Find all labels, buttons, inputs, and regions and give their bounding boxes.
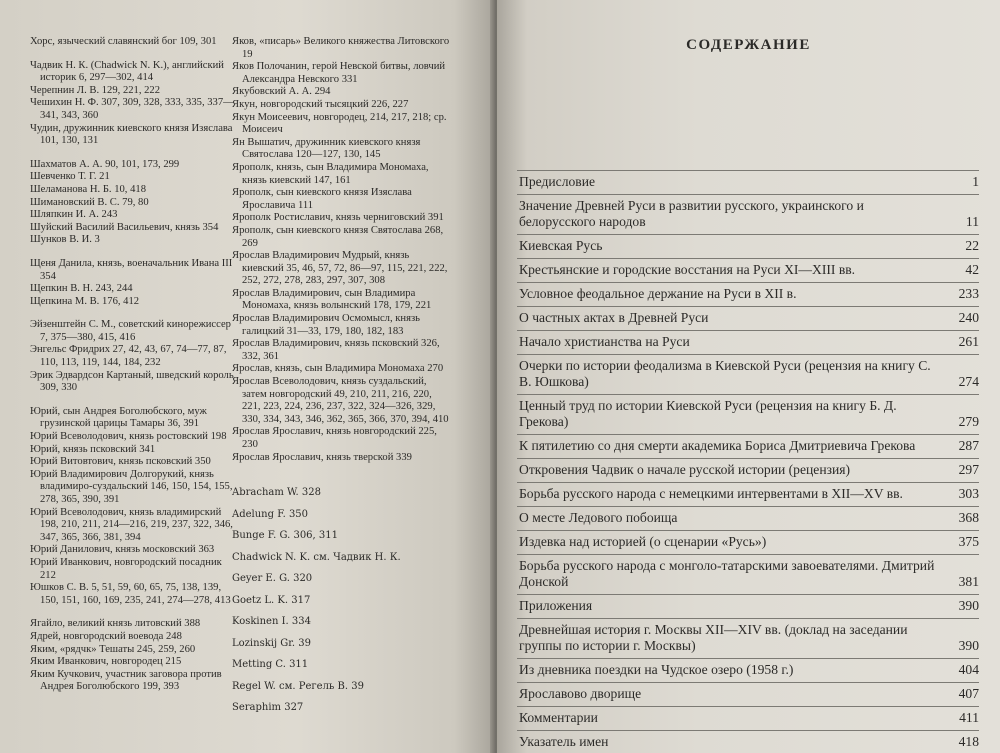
index-entry-latin: Seraphim 327: [232, 702, 304, 714]
index-page: [0, 0, 494, 753]
index-entry: Ярополк, сын киевского князя Изяслава Ярославича 111: [232, 187, 412, 211]
index-entry: Черепнин Л. В. 129, 221, 222: [30, 84, 161, 96]
toc-entry-title: Условное феодальное держание на Руси в XII в.: [519, 286, 797, 301]
index-entry: Ярослав Владимирович Мудрый, князь киевский 35, 46, 57, 72, 86—97, 115, 221, 222, 252, 272, 278, 283, 297, 307, 308: [232, 250, 448, 287]
toc-entry: [517, 306, 979, 330]
toc-entry-title: Приложения: [519, 598, 593, 613]
letter-group-gap: [30, 148, 235, 159]
index-entry: Ягайло, великий князь литовский 388: [30, 618, 201, 630]
toc-entry-title: Борьба русского народа с монголо-татарскими завоевателями. Дмитрий Донской: [519, 558, 935, 589]
contents-page: [497, 0, 1000, 753]
index-entry: Ядрей, новгородский воевода 248: [30, 630, 182, 642]
toc-entry: [517, 234, 979, 258]
index-entry-latin: Chadwick N. K. см. Чадвик Н. К.: [232, 551, 401, 563]
index-entry-latin: Lozinskij Gr. 39: [232, 637, 311, 649]
toc-entry: [517, 730, 979, 753]
toc-entry-page: 240: [958, 310, 979, 325]
index-entry: Ярослав Ярославич, князь новгородский 225, 230: [232, 426, 437, 450]
index-entry: Щеня Данила, князь, военачальник Ивана III 354: [30, 257, 233, 282]
index-entry-latin: Goetz L. K. 317: [232, 594, 311, 606]
toc-entry-title: Значение Древней Руси в развитии русского, украинского и белорусского народов: [519, 198, 864, 229]
index-entry: Юшков С. В. 5, 51, 59, 60, 65, 75, 138, 139, 150, 151, 160, 169, 235, 241, 274—278, 413: [30, 582, 231, 606]
index-entry: Щепкина М. В. 176, 412: [30, 295, 140, 307]
toc-entry-page: 303: [958, 486, 979, 501]
index-entry-latin: Abracham W. 328: [232, 487, 322, 499]
index-entry: Ярослав, князь, сын Владимира Мономаха 270: [232, 363, 444, 375]
toc-entry-page: 390: [958, 598, 979, 613]
toc-entry: [517, 506, 979, 530]
toc-entry: [517, 258, 979, 282]
index-entry: Яким Кучкович, участник заговора против Андрея Боголюбского 199, 393: [30, 668, 222, 693]
toc-entry: [517, 618, 979, 658]
index-entry: Якубовский А. А. 294: [232, 86, 331, 98]
toc-entry-page: 11: [965, 214, 979, 229]
index-entry: Ярополк, сын киевского князя Святослава 268, 269: [232, 224, 444, 249]
index-entry: Юрий, сын Андрея Боголюбского, муж грузинской царицы Тамары 36, 391: [30, 405, 207, 430]
toc-entry: [517, 330, 979, 354]
latin-section-gap: [232, 464, 452, 482]
index-entry: Щепкин В. Н. 243, 244: [30, 283, 133, 295]
index-entry: Эрик Эдвардсон Картаный, шведский король 309, 330: [30, 369, 234, 394]
index-entry: Яков Полочанин, герой Невской битвы, ловчий Александра Невского 331: [232, 61, 446, 85]
toc-entry-title: Киевская Русь: [519, 238, 603, 253]
index-entry: Юрий Владимирович Долгорукий, князь владимиро-суздальский 146, 150, 154, 155, 278, 365, 390, 391: [30, 468, 233, 505]
toc-entry-page: 287: [958, 438, 979, 453]
toc-entry-title: Древнейшая история г. Москвы XII—XIV вв. (доклад на заседании группы по истории г. Москвы): [519, 622, 908, 653]
index-entry: Хорс, языческий славянский бог 109, 301: [30, 36, 217, 47]
index-entry: Эйзенштейн С. М., советский кинорежиссер 7, 375—380, 415, 416: [30, 319, 231, 343]
letter-group-gap: [30, 247, 235, 258]
toc-entry-title: Комментарии: [519, 710, 598, 725]
index-entry: Ярослав Всеволодович, князь суздальский, затем новгородский 49, 210, 211, 216, 220, 221, 223, 224, 236, 237, 322, 324—326, 329, 330, 334, 343, 346, 362, 365, 366, 370, 394, 410: [232, 376, 449, 425]
index-column-left: [30, 0, 235, 694]
toc-entry: [517, 394, 979, 434]
toc-entry-title: Издевка над историей (о сценарии «Русь»): [519, 534, 767, 549]
index-entry: Энгельс Фридрих 27, 42, 43, 67, 74—77, 87, 110, 113, 119, 144, 184, 232: [30, 344, 227, 369]
index-entry: Шимановский В. С. 79, 80: [30, 196, 149, 208]
index-entry: Шахматов А. А. 90, 101, 173, 299: [30, 158, 180, 170]
letter-group-gap: [30, 395, 235, 406]
toc-entry-title: Из дневника поездки на Чудское озеро (1958 г.): [519, 662, 794, 677]
index-entry: Шеламанова Н. Б. 10, 418: [30, 183, 146, 195]
letter-group-gap: [30, 607, 235, 618]
index-entry: Ярослав Владимирович, князь псковский 326, 332, 361: [232, 338, 440, 362]
index-entry: Чудин, дружинник киевского князя Изяслава 101, 130, 131: [30, 122, 233, 147]
toc-entry: [517, 530, 979, 554]
toc-entry-page: 381: [958, 574, 979, 589]
toc-entry-page: 279: [958, 414, 979, 429]
toc-entry-title: Очерки по истории феодализма в Киевской Руси (рецензия на книгу С. В. Юшкова): [519, 358, 931, 389]
toc-entry-title: Начало христианства на Руси: [519, 334, 690, 349]
index-entry: Якун, новгородский тысяцкий 226, 227: [232, 98, 409, 110]
toc-entry-page: 22: [965, 238, 979, 253]
index-entry: Ярополк Ростиславич, князь черниговский 391: [232, 212, 444, 224]
toc-entry-page: 368: [958, 510, 979, 525]
toc-entry-title: Ярославово дворище: [519, 686, 642, 701]
index-entry: Юрий Данилович, князь московский 363: [30, 544, 215, 556]
toc-entry: [517, 682, 979, 706]
toc-entry-title: О частных актах в Древней Руси: [519, 310, 709, 325]
toc-entry-title: Указатель имен: [519, 734, 609, 749]
toc-entry-page: 233: [958, 286, 979, 301]
toc-entry: [517, 594, 979, 618]
index-entry: Юрий Всеволодович, князь владимирский 198, 210, 211, 214—216, 219, 237, 322, 346, 347, 365, 366, 381, 394: [30, 506, 233, 543]
index-entry: Шунков В. И. 3: [30, 234, 100, 246]
letter-group-gap: [30, 308, 235, 319]
index-entry: Яков, «писарь» Великого княжества Литовского 19: [232, 36, 450, 60]
toc-entry: [517, 458, 979, 482]
index-entry-latin: Regel W. см. Регель В. 39: [232, 680, 364, 692]
index-column-right: [232, 0, 452, 719]
toc-entry: [517, 354, 979, 394]
contents-title: СОДЕРЖАНИЕ: [686, 37, 811, 53]
toc-entry-title: Откровения Чадвик о начале русской истории (рецензия): [519, 462, 851, 477]
index-entry: Чешихин Н. Ф. 307, 309, 328, 333, 335, 337—341, 343, 360: [30, 97, 234, 121]
index-entry: Юрий Всеволодович, князь ростовский 198: [30, 431, 227, 443]
index-entry-latin: Bunge F. G. 306, 311: [232, 530, 338, 542]
toc-entry: [517, 658, 979, 682]
toc-entry-title: Борьба русского народа с немецкими интервентами в XII—XV вв.: [519, 486, 903, 501]
index-entry-latin: Metting C. 311: [232, 659, 309, 671]
toc-entry: [517, 194, 979, 234]
toc-entry-page: 274: [958, 374, 979, 389]
toc-entry: [517, 434, 979, 458]
toc-entry-page: 42: [965, 262, 979, 277]
toc-entry-page: 418: [958, 734, 979, 749]
toc-entry: [517, 706, 979, 730]
index-entry: Шевченко Т. Г. 21: [30, 171, 110, 183]
toc-entry-title: О месте Ледового побоища: [519, 510, 678, 525]
index-entry: Якун Моисеевич, новгородец, 214, 217, 218; ср. Моисеич: [232, 111, 447, 136]
toc-entry-page: 297: [958, 462, 979, 477]
toc-entry-title: Предисловие: [519, 174, 596, 189]
toc-entry: [517, 554, 979, 594]
index-entry: Ярослав Владимирович Осмомысл, князь галицкий 31—33, 179, 180, 182, 183: [232, 313, 420, 337]
index-entry: Ярослав Владимирович, сын Владимира Мономаха, князь волынский 178, 179, 221: [232, 287, 432, 312]
index-entry: Ярослав Ярославич, князь тверской 339: [232, 451, 412, 463]
letter-group-gap: [30, 49, 235, 60]
toc-entry: [517, 282, 979, 306]
index-entry: Юрий, князь псковский 341: [30, 443, 156, 455]
toc-entry-page: 375: [958, 534, 979, 549]
index-entry: Яким Иванкович, новгородец 215: [30, 656, 182, 668]
index-entry-latin: Adelung F. 350: [232, 508, 309, 520]
toc-entry-page: 411: [959, 710, 979, 725]
index-entry: Ярополк, князь, сын Владимира Мономаха, князь киевский 147, 161: [232, 161, 429, 186]
toc-entry: [517, 170, 979, 194]
index-entry: Ян Вышатич, дружинник киевского князя Святослава 120—127, 130, 145: [232, 136, 421, 161]
index-entry-latin: Koskinen I. 334: [232, 616, 311, 628]
toc-entry-page: 1: [972, 174, 979, 189]
toc-entry-page: 261: [958, 334, 979, 349]
index-entry: Шуйский Василий Васильевич, князь 354: [30, 221, 219, 233]
index-entry: Яким, «рядчк» Тешаты 245, 259, 260: [30, 643, 196, 655]
index-entry: Юрий Витовтович, князь псковский 350: [30, 456, 211, 468]
toc-entry-page: 390: [958, 638, 979, 653]
toc-entry-title: К пятилетию со дня смерти академика Бориса Дмитриевича Грекова: [519, 438, 916, 453]
table-of-contents: [517, 170, 979, 753]
toc-entry-title: Крестьянские и городские восстания на Руси XI—XIII вв.: [519, 262, 856, 277]
toc-entry: [517, 482, 979, 506]
toc-entry-title: Ценный труд по истории Киевской Руси (рецензия на книгу Б. Д. Грекова): [519, 398, 897, 429]
toc-entry-page: 407: [958, 686, 979, 701]
index-entry: Юрий Иванкович, новгородский посадник 212: [30, 556, 222, 581]
index-entry: Чадвик Н. К. (Chadwick N. K.), английский историк 6, 297—302, 414: [30, 59, 224, 84]
toc-entry-page: 404: [958, 662, 979, 677]
index-entry-latin: Geyer E. G. 320: [232, 573, 313, 585]
index-entry: Шляпкин И. А. 243: [30, 209, 118, 221]
